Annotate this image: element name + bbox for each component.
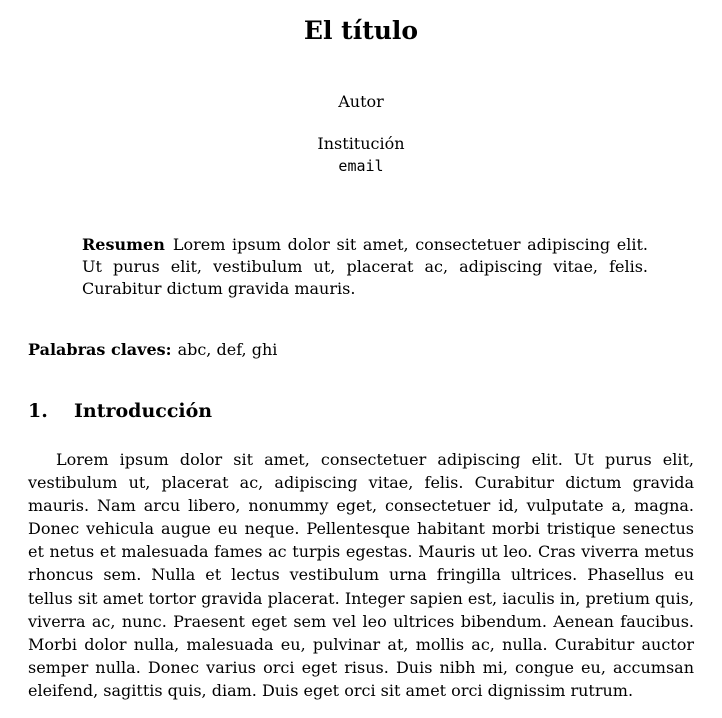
keywords-label: Palabras claves: [28,340,172,359]
introduction-paragraph: Lorem ipsum dolor sit amet, consectetuer adipiscing elit. Ut purus elit, vestibulum ut, placerat ac, adipiscing vitae, felis. Curabitur dictum gravida mauris. Nam arcu libero, nonummy eget, consectetuer id, vulputate a, magna. Donec vehicula augue eu neque. Pellentesque habitant morbi tristique senectus et netus et malesuada fames ac turpis egestas. Mauris ut leo. Cras viverra metus rhoncus sem. Nulla et lectus vestibulum urna fringilla ultrices. Phasellus eu tellus sit amet tortor gravida placerat. Integer sapien est, iaculis in, pretium quis, viverra ac, nunc. Praesent eget sem vel leo ultrices bibendum. Aenean faucibus. Morbi dolor nulla, malesuada eu, pulvinar at, mollis ac, nulla. Curabitur auctor semper nulla. Donec varius orci eget risus. Duis nibh mi, congue eu, accumsan eleifend, sagittis quis, diam. Duis eget orci sit amet orci dignissim rutrum. [28,450,694,700]
author-institution: Institución [317,134,405,153]
abstract-text: Lorem ipsum dolor sit amet, consectetuer adipiscing elit. Ut purus elit, vestibulum ut, placerat ac, adipiscing vitae, felis. Curabitur dictum gravida mauris. [82,235,648,298]
author-email: email [338,157,384,175]
abstract-label: Resumen [82,235,165,254]
section-heading [28,398,212,424]
paper-title: El título [303,16,419,45]
keywords-line [28,339,277,361]
section-title: Introducción [74,400,213,422]
abstract-block [82,234,648,300]
keywords-values: abc, def, ghi [177,340,278,359]
section-number: 1. [28,400,48,422]
author-name: Autor [338,92,384,111]
